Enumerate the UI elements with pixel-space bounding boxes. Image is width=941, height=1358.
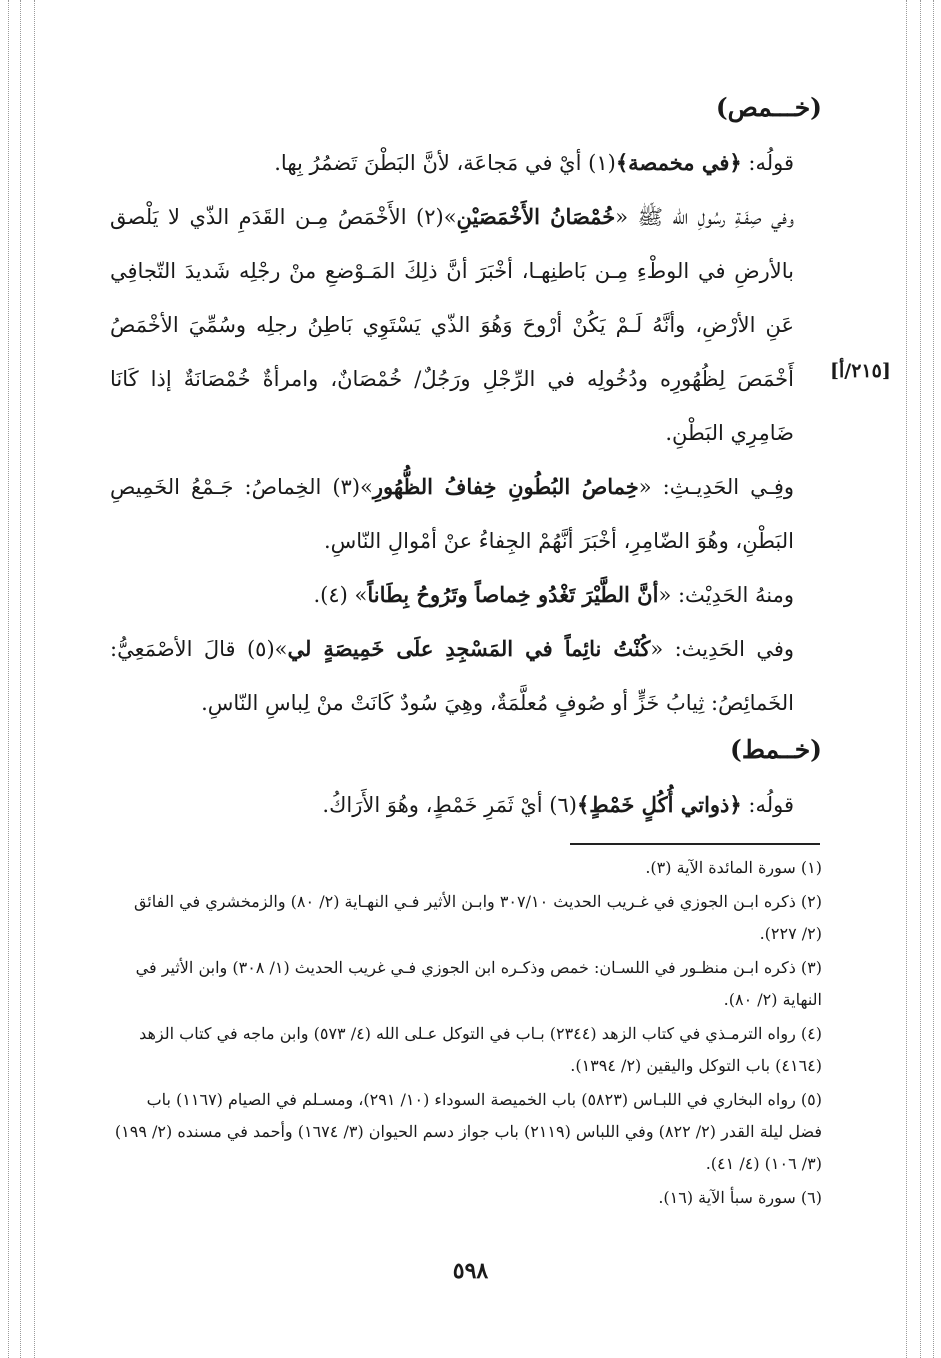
guide-line [20,0,21,1358]
text-run: قولُه: [741,793,794,817]
quoted-term: أنَّ الطَّيْرَ تَغْدُو خِماصاً وتَرُوحُ بِطَاناً [367,582,659,607]
guide-line [920,0,921,1358]
guide-line [34,0,35,1358]
guide-line [8,0,9,1358]
footnote: (٢) ذكره ابـن الجوزي في غـريب الحديث ٣٠٧/١٠ وابـن الأثير فـي النهـاية (٢/ ٨٠) والزمخشري في الفائق (٢/ ٢٢٧). [133,892,822,943]
footnote: (٤) رواه الترمـذي في كتاب الزهد (٢٣٤٤) بـاب في التوكل عـلى الله (٤/ ٥٧٣) وابن ماجه في كتاب الزهد (٤١٦٤) باب التوكل واليقين (٢/ ١٣٩٤). [139,1024,822,1075]
text-run: »(٣) الخِماصُ: جَـمْعُ الخَمِيصِ البَطْنِ، وهُوَ الضّامِرِ، أخْبَرَ أنَّهُمْ الجِفاءُ عنْ أمْوالِ النّاسِ. [110,475,794,553]
text-run: قولُه: [741,151,794,175]
paragraph [110,190,822,460]
footnote: (٦) سورة سبأ الآية (١٦). [658,1188,822,1207]
text-run: وفي الحَدِيث: « [650,637,795,661]
page-number: ٥٩٨ [452,1258,489,1284]
text-run: وفِـي الحَدِيـثِ: « [638,475,794,499]
quoted-term: ﴿ذواتي أُكُلٍ خَمْطٍ﴾ [577,792,742,817]
section-heading: (خـــمص) [715,93,822,122]
quoted-term: ﴿في مخمصة﴾ [615,150,742,175]
text-run: (١) أيْ في مَجاعَة، لأنَّ البَطْنَ تَضمُرُ بِها. [274,151,616,175]
guide-line [906,0,907,1358]
footnote-separator [570,843,820,845]
paragraph [110,136,822,190]
footnotes [110,852,822,1216]
quoted-term: خُمْصَانُ الأَخْمَصَيْنِ [456,204,616,229]
text-run: » (٤). [313,583,368,607]
guide-line [933,0,934,1358]
footnote: (٣) ذكره ابـن منظـور في اللسـان: خمص وذكـره ابن الجوزي فـي غريب الحديث (١/ ٣٠٨) وابن الأثير في النهاية (٢/ ٨٠). [135,958,822,1009]
margin-reference: [٢١٥/أ] [830,360,891,382]
quoted-term: خِماصُ البُطُونِ خِفافُ الظُّهُورِ [372,474,639,499]
text-run: ومنهُ الحَدِيْث: « [658,583,794,607]
section-heading: (خــمط) [730,735,822,764]
text-run: وفي صِفَـةِ رسُولِ الله ﷺ « [615,205,794,229]
paragraph [110,568,822,622]
text-run: »(٥) قالَ الأصْمَعِيُّ: الخَمائِصُ: ثِيابُ خَزٍّ أو صُوفٍ مُعلَّمَةٌ، وهِيَ سُودٌ كَانَتْ منْ لِباسِ النّاسِ. [110,637,794,715]
main-text [110,88,822,832]
text-run: (٦) أيْ ثَمَرِ خَمْطٍ، وهُوَ الأَرَاكُ. [322,793,577,817]
quoted-term: كُنْتُ نائِماً في المَسْجِدِ علَى خَمِيصَةٍ لي [287,636,651,661]
paragraph [110,778,822,832]
text-run: »(٢) الأَخْمَصُ مِـن القَدَمِ الذّي لا يَلْصق بالأرضِ في الوطْءِ مِـن بَاطنِهـا، أخْبَرَ أنَّ ذلِكَ المَـوْضعِ منْ رجْلِه شَديدَ التّجافِي عَنِ الأرْضِ، وأنَّهُ لَـمْ يَكُنْ أرْوحَ وَهُوَ الذّي يَسْتَوِي بَاطِنُ رجلِه وسُمِّيَ الأخْمَصُ أَخْمَصَ لِظُهُورِه ودُخُولِه في الرِّجْلِ ورَجُلٌ/ خُمْصَانٌ، وامرأةٌ خُمْصَانَةٌ إذا كَانَا ضَامِرِي البَطْنِ. [110,205,794,445]
footnote: (١) سورة المائدة الآية (٣). [645,858,822,877]
footnote: (٥) رواه البخاري في اللبـاس (٥٨٢٣) باب الخميصة السوداء (١٠/ ٢٩١)، ومسـلم في الصيام (١١٦٧) باب فضل ليلة القدر (٢/ ٨٢٢) وفي اللباس (٢١١٩) باب جواز دسم الحيوان (٣/ ١٦٧٤) وأحمد في مسنده (٢/ ١٩٩) (٣/ ١٠٦) (٤/ ٤١). [114,1090,822,1173]
paragraph [110,622,822,730]
paragraph [110,460,822,568]
